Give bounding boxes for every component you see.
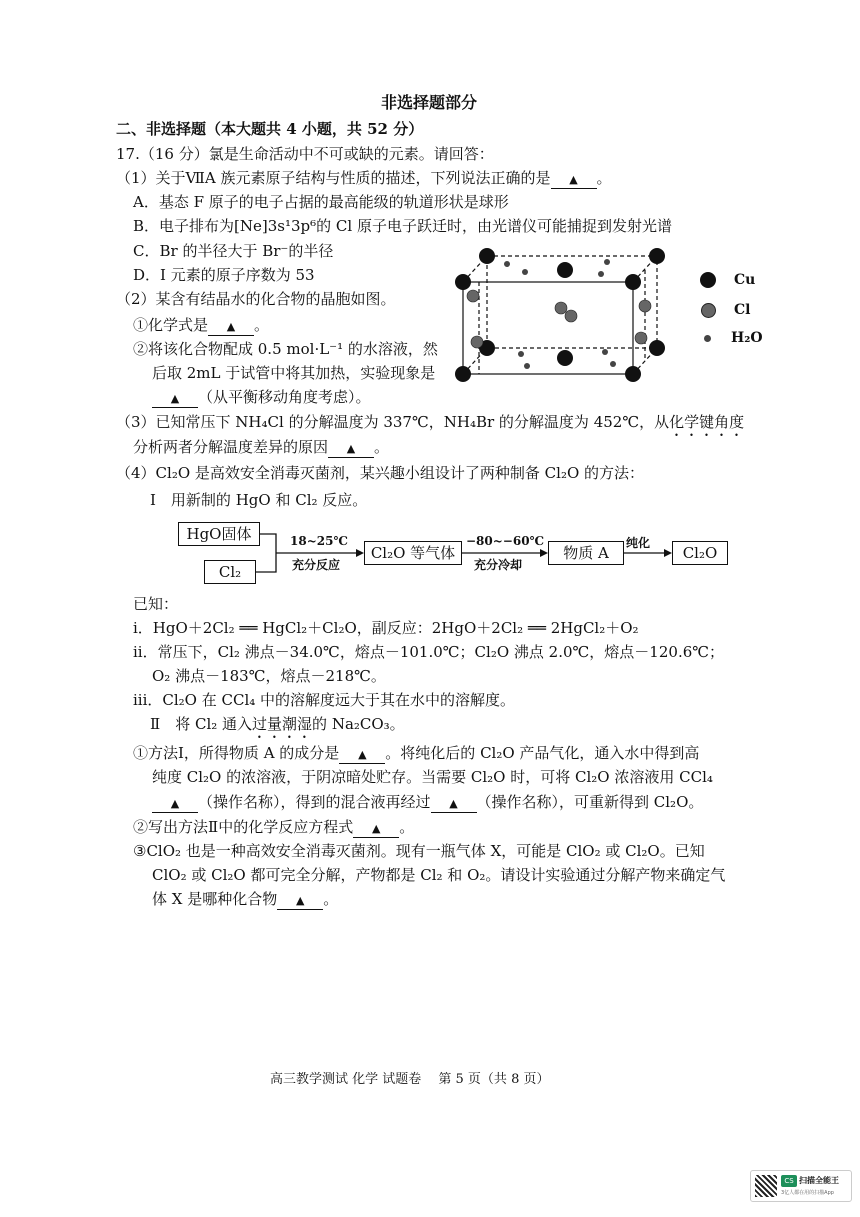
known-ii-b: O₂ 沸点－183℃，熔点－218℃。 — [152, 667, 386, 685]
q17-part2-a: ①化学式是 ▲ 。 — [133, 316, 270, 334]
answer-blank[interactable]: ▲ — [152, 391, 198, 408]
emphasis-text: 过量潮湿 — [252, 715, 313, 733]
arrow1-note: 充分反应 — [292, 558, 341, 572]
answer-blank[interactable]: ▲ — [328, 441, 374, 458]
legend-h2o: H₂O — [700, 330, 763, 346]
known-iii: iii．Cl₂O 在 CCl₄ 中的溶解度远大于其在水中的溶解度。 — [133, 691, 516, 709]
h2o-legend-icon — [704, 335, 711, 342]
arrow2-note: 充分冷却 — [474, 558, 523, 572]
app-logo-icon: CS — [781, 1175, 797, 1187]
sub-q1-line1: ①方法Ⅰ，所得物质 A 的成分是 ▲ 。将纯化后的 Cl₂O 产品气化，通入水中得到高 — [133, 744, 700, 762]
method-2: Ⅱ 将 Cl₂ 通入过量潮湿的 Na₂CO₃。 — [150, 715, 405, 733]
known-i: i．HgO＋2Cl₂ ══ HgCl₂＋Cl₂O，副反应：2HgO＋2Cl₂ ══ 2HgCl₂＋O₂ — [133, 619, 639, 637]
sub-q3-line2: ClO₂ 或 Cl₂O 都可完全分解，产物都是 Cl₂ 和 O₂。请设计实验通过分解产物来确定气 — [152, 866, 726, 884]
cell-front-face — [463, 282, 633, 374]
arrow1-condition: 18~25℃ — [290, 534, 348, 548]
q17-part3-line2: 分析两者分解温度差异的原因 ▲ 。 — [133, 438, 390, 456]
method-1: Ⅰ 用新制的 HgO 和 Cl₂ 反应。 — [150, 491, 368, 509]
cl-atoms — [467, 290, 651, 348]
cl-legend-icon — [701, 303, 716, 318]
badge-subtitle: 3亿人都在用的扫描App — [781, 1190, 834, 1196]
flow-box-cl2: Cl₂ — [204, 560, 256, 584]
q17-part2-b-line2: 后取 2mL 于试管中将其加热，实验现象是 — [152, 364, 436, 382]
option-a: A．基态 F 原子的电子占据的最高能级的轨道形状是球形 — [133, 193, 509, 211]
q17-part3-line1: （3）已知常压下 NH₄Cl 的分解温度为 337℃，NH₄Br 的分解温度为 452℃，从化学键角度 — [116, 413, 745, 431]
option-d: D．I 元素的原子序数为 53 — [133, 266, 315, 284]
sub-q3-line1: ③ClO₂ 也是一种高效安全消毒灭菌剂。现有一瓶气体 X，可能是 ClO₂ 或 Cl₂O。已知 — [133, 842, 705, 860]
sub-q1-line2: 纯度 Cl₂O 的浓溶液，于阴凉暗处贮存。当需要 Cl₂O 时，可将 Cl₂O 浓溶液用 CCl₄ — [152, 768, 713, 786]
q17-part2: （2）某含有结晶水的化合物的晶胞如图。 — [116, 290, 396, 308]
badge-title: 扫描全能王 — [799, 1176, 839, 1185]
answer-blank[interactable]: ▲ — [208, 319, 254, 336]
sub-q3-line3: 体 X 是哪种化合物 ▲ 。 — [152, 890, 339, 908]
scanner-watermark — [750, 1170, 852, 1202]
arrow3-condition: 纯化 — [626, 536, 651, 550]
flow-box-hgo: HgO固体 — [178, 522, 260, 546]
qr-code-icon — [755, 1175, 777, 1197]
q17-part4: （4）Cl₂O 是高效安全消毒灭菌剂，某兴趣小组设计了两种制备 Cl₂O 的方法： — [116, 464, 645, 482]
answer-blank[interactable]: ▲ — [339, 747, 385, 764]
crystal-cell-diagram — [455, 242, 695, 387]
answer-blank[interactable]: ▲ — [353, 821, 399, 838]
section-title: 非选择题部分 — [381, 93, 478, 112]
question-17-stem: 17.（16 分）氯是生命活动中不可或缺的元素。请回答： — [116, 145, 494, 163]
answer-blank[interactable]: ▲ — [152, 796, 198, 813]
sub-q2: ②写出方法Ⅱ中的化学反应方程式 ▲ 。 — [133, 818, 415, 836]
legend-cl: Cl — [700, 302, 750, 318]
sub-q1-line3: ▲ （操作名称），得到的混合液再经过 ▲ （操作名称），可重新得到 Cl₂O。 — [152, 791, 703, 813]
flow-box-output: Cl₂O — [672, 541, 728, 565]
q17-part2-b-line1: ②将该化合物配成 0.5 mol·L⁻¹ 的水溶液，然 — [133, 340, 438, 358]
known-label: 已知： — [133, 595, 179, 613]
answer-blank[interactable]: ▲ — [431, 796, 477, 813]
legend-cu: Cu — [700, 272, 755, 288]
q17-part2-b-line3: ▲ （从平衡移动角度考虑）。 — [152, 386, 371, 408]
known-ii-a: ii．常压下，Cl₂ 沸点－34.0℃，熔点－101.0℃；Cl₂O 沸点 2.0℃，熔点－120.6℃； — [133, 643, 725, 661]
option-c: C．Br 的半径大于 Br⁻的半径 — [133, 242, 334, 260]
flow-box-a: 物质 A — [548, 541, 624, 565]
flow-box-gas: Cl₂O 等气体 — [364, 541, 462, 565]
cu-legend-icon — [700, 272, 716, 288]
part-heading: 二、非选择题（本大题共 4 小题，共 52 分） — [116, 120, 424, 138]
page-footer: 高三教学测试 化学 试题卷 第 5 页（共 8 页） — [270, 1072, 550, 1087]
q17-part1: （1）关于ⅦA 族元素原子结构与性质的描述，下列说法正确的是 ▲ 。 — [116, 169, 612, 187]
emphasis-text: 化学键角度 — [669, 413, 745, 431]
answer-blank[interactable]: ▲ — [551, 172, 597, 189]
answer-blank[interactable]: ▲ — [277, 893, 323, 910]
option-b: B．电子排布为[Ne]3s¹3p⁶的 Cl 原子电子跃迁时，由光谱仪可能捕捉到发射光谱 — [133, 217, 672, 235]
flow-diagram — [170, 520, 730, 586]
arrow2-condition: −80~−60℃ — [466, 534, 544, 548]
q17-part1-text: （1）关于ⅦA 族元素原子结构与性质的描述，下列说法正确的是 — [116, 169, 551, 187]
